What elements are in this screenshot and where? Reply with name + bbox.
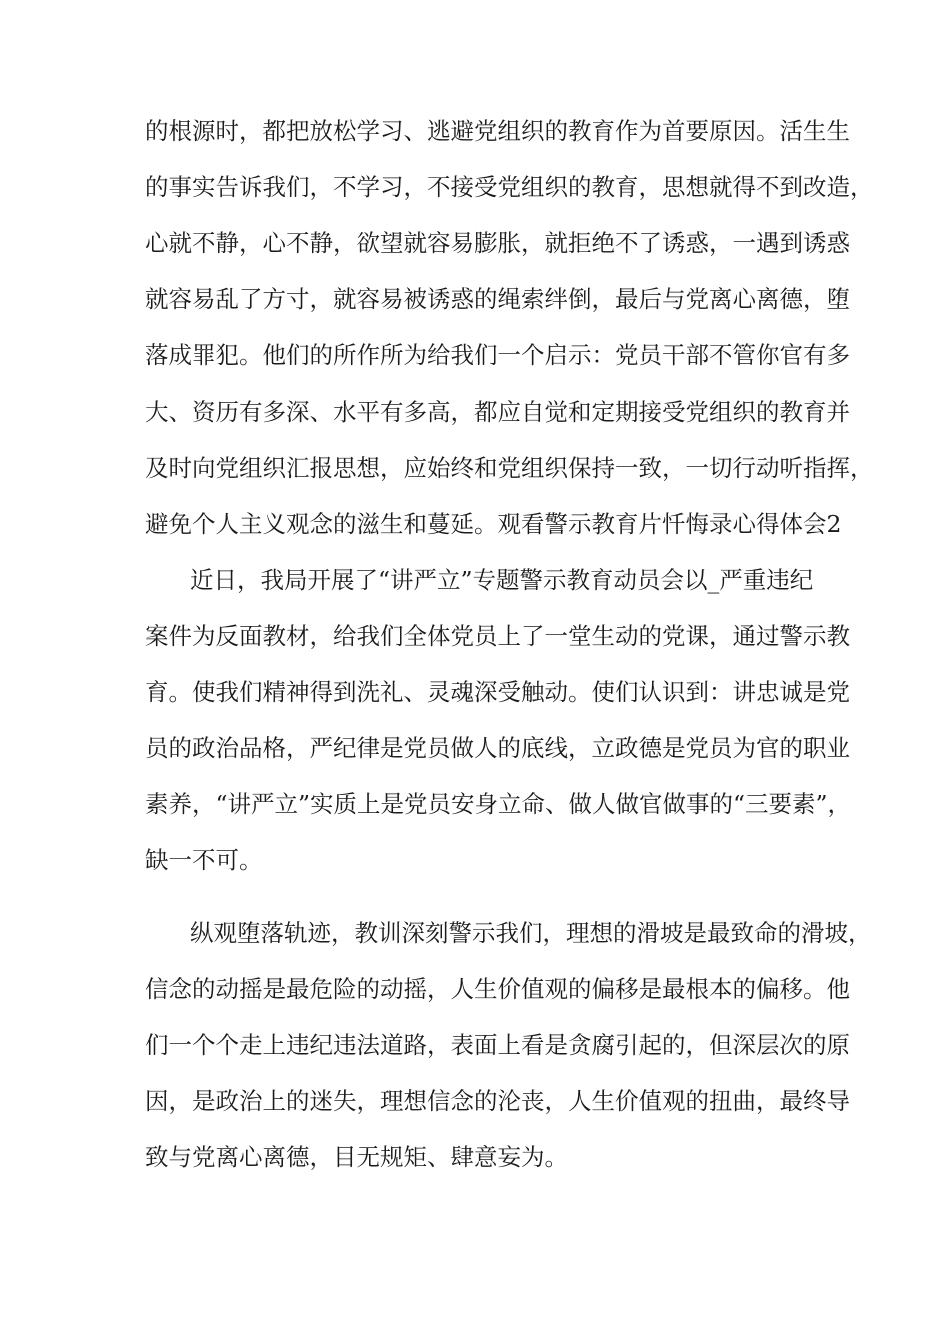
text-line: 案件为反面教材，给我们全体党员上了一堂生动的党课，通过警示教 [145,622,850,650]
text-line: 因，是政治上的迷失，理想信念的沦丧，人生价值观的扭曲，最终导 [145,1087,850,1115]
text-line: 的事实告诉我们，不学习，不接受党组织的教育，思想就得不到改造， [145,173,874,201]
text-line: 们一个个走上违纪违法道路，表面上看是贪腐引起的，但深层次的原 [145,1031,850,1059]
text-line: 落成罪犯。他们的所作所为给我们一个启示：党员干部不管你官有多 [145,341,850,369]
text-line: 心就不静，心不静，欲望就容易膨胀，就拒绝不了诱惑，一遇到诱惑 [145,229,850,257]
text-line: 大、资历有多深、水平有多高，都应自觉和定期接受党组织的教育并 [145,398,850,426]
text-line: 近日，我局开展了“讲严立”专题警示教育动员会以_严重违纪 [190,566,814,594]
text-line: 及时向党组织汇报思想，应始终和党组织保持一致，一切行动听指挥， [145,454,874,482]
text-line: 育。使我们精神得到洗礼、灵魂深受触动。使们认识到：讲忠诚是党 [145,678,850,706]
text-line: 避免个人主义观念的滋生和蔓延。观看警示教育片忏悔录心得体会2 [145,510,842,538]
text-line: 信念的动摇是最危险的动摇，人生价值观的偏移是最根本的偏移。他 [145,975,850,1003]
text-line: 致与党离心离德，目无规矩、肆意妄为。 [145,1143,568,1171]
text-line: 素养，“讲严立”实质上是党员安身立命、做人做官做事的“三要素”， [145,790,852,818]
text-line: 的根源时，都把放松学习、逃避党组织的教育作为首要原因。活生生 [145,117,850,145]
text-line: 就容易乱了方寸，就容易被诱惑的绳索绊倒，最后与党离心离德，堕 [145,285,850,313]
text-line: 员的政治品格，严纪律是党员做人的底线，立政德是党员为官的职业 [145,734,850,762]
text-line: 纵观堕落轨迹，教训深刻警示我们，理想的滑坡是最致命的滑坡， [190,919,872,947]
text-line: 缺一不可。 [145,846,263,874]
